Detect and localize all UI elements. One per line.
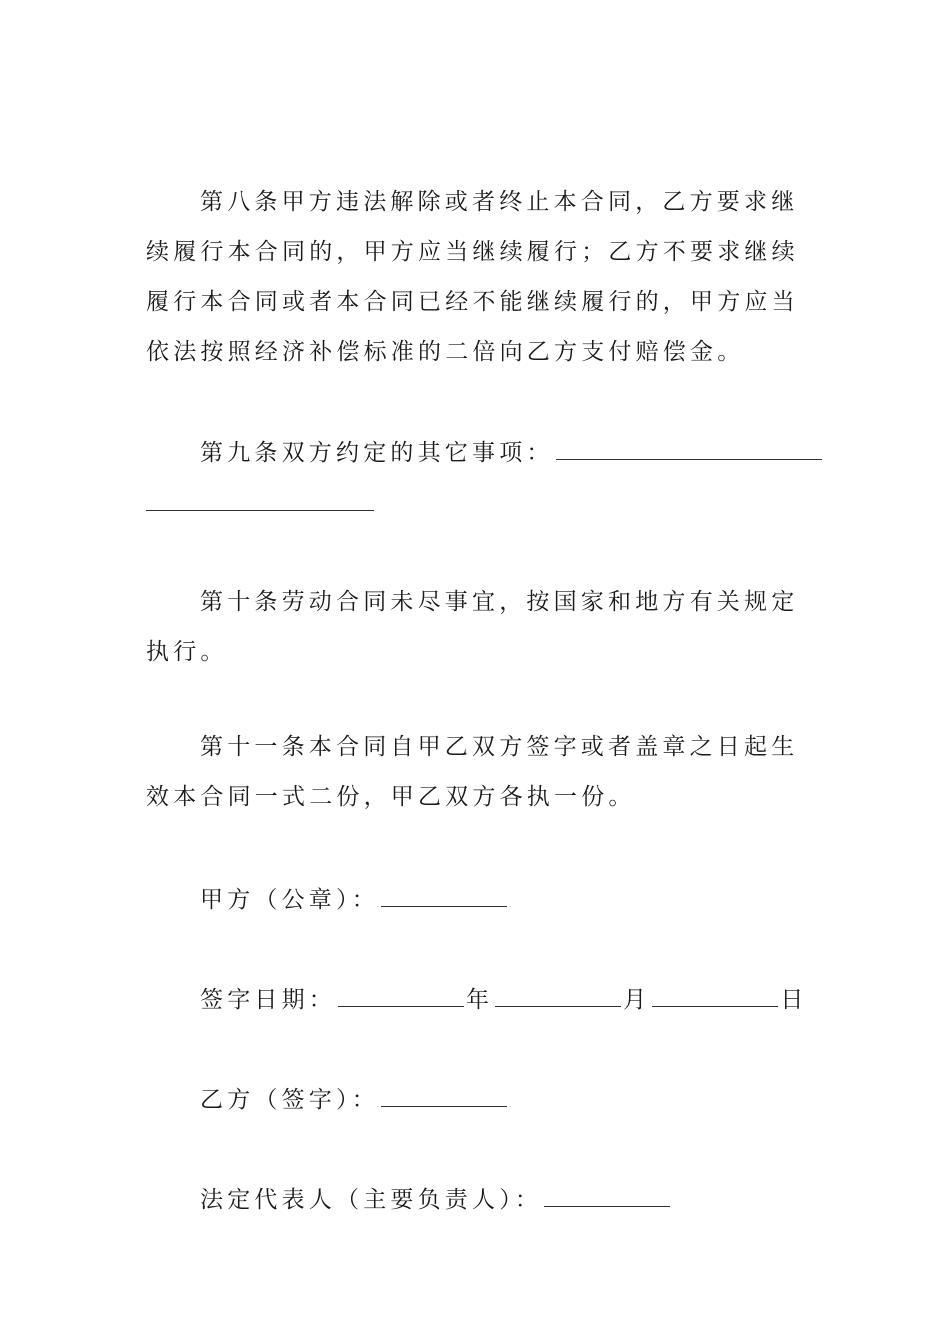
article-9-blank-continued[interactable] — [146, 510, 374, 511]
article-10-paragraph: 第十条劳动合同未尽事宜，按国家和地方有关规定执行。 — [146, 589, 799, 665]
party-b-signature-line — [200, 1084, 509, 1115]
party-b-signature-label: 乙方（签字）： — [200, 1087, 379, 1113]
article-11-paragraph: 第十一条本合同自甲乙双方签字或者盖章之日起生效本合同一式二份，甲乙双方各执一份。 — [146, 734, 799, 810]
party-b-signature-blank[interactable] — [381, 1084, 507, 1107]
party-a-seal-line — [200, 884, 509, 915]
article-8-paragraph: 第八条甲方违法解除或者终止本合同，乙方要求继续履行本合同的，甲方应当继续履行；乙方不要求继续履行本合同或者本合同已经不能继续履行的，甲方应当依法按照经济补偿标准的二倍向乙方支付赔偿金。 — [146, 189, 799, 365]
article-9-line — [200, 437, 824, 468]
legal-representative-blank[interactable] — [544, 1184, 670, 1207]
sign-date-line — [200, 984, 808, 1015]
party-a-seal-blank[interactable] — [381, 884, 507, 907]
sign-date-label: 签字日期： — [200, 987, 336, 1013]
article-9-blank-field[interactable] — [556, 437, 822, 460]
month-label: 月 — [623, 987, 651, 1013]
day-label: 日 — [780, 987, 808, 1013]
party-a-seal-label: 甲方（公章）： — [200, 887, 379, 913]
legal-representative-line — [200, 1184, 672, 1215]
year-blank[interactable] — [338, 984, 464, 1007]
day-blank[interactable] — [652, 984, 778, 1007]
year-label: 年 — [466, 987, 494, 1013]
article-9-text: 第九条双方约定的其它事项： — [200, 440, 554, 466]
month-blank[interactable] — [495, 984, 621, 1007]
legal-representative-label: 法定代表人（主要负责人）： — [200, 1187, 543, 1213]
